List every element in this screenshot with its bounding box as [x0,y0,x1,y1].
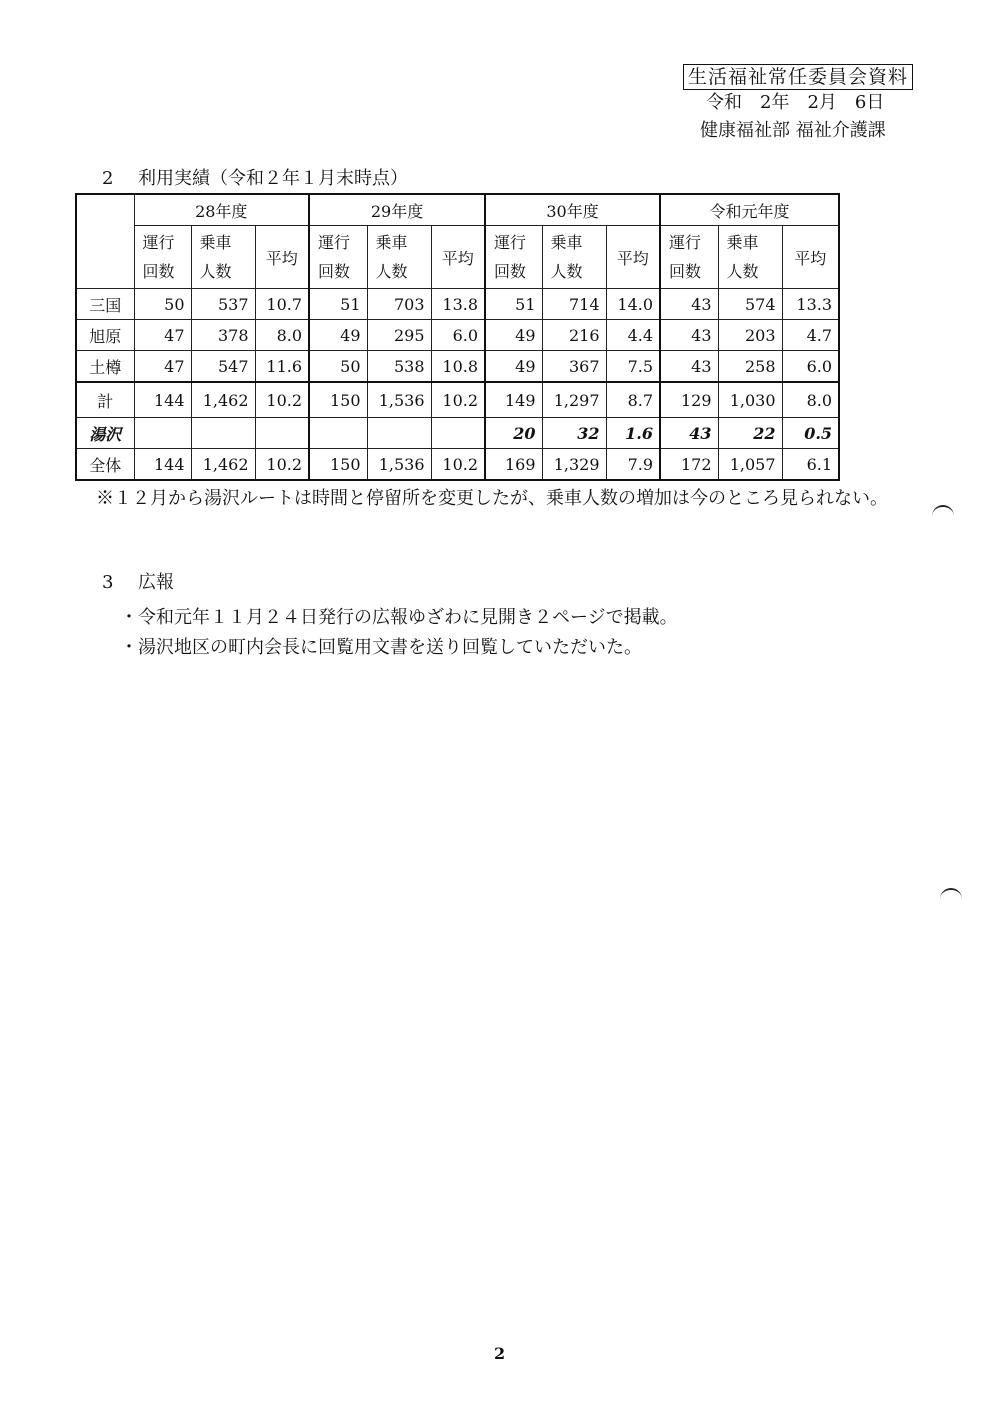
table-cell: 43 [660,351,718,383]
table-cell: 1,329 [542,449,606,481]
table-cell: 49 [485,320,542,351]
riders-header: 乗車 人数 [367,226,431,289]
avg-header: 平均 [782,226,839,289]
row-label: 旭原 [76,320,134,351]
runs-header: 運行 回数 [134,226,191,289]
table-cell: 547 [191,351,255,383]
row-label: 土樽 [76,351,134,383]
table-row [76,382,839,418]
table-cell: 714 [542,289,606,320]
table-cell: 13.3 [782,289,839,320]
year-header: 28年度 [134,194,309,226]
department-label: 健康福祉部 福祉介護課 [700,120,886,141]
table-cell: 144 [134,382,191,418]
note-text: ※１２月から湯沢ルートは時間と停留所を変更したが、乗車人数の増加は今のところ見られない。 [96,488,888,509]
table-cell: 258 [718,351,782,383]
section-3-heading [102,572,174,594]
table-cell: 47 [134,351,191,383]
riders-header: 乗車 人数 [718,226,782,289]
table-cell: 1,297 [542,382,606,418]
table-cell: 8.0 [255,320,309,351]
avg-header: 平均 [431,226,485,289]
table-cell: 203 [718,320,782,351]
table-cell: 51 [485,289,542,320]
riders-header: 乗車 人数 [191,226,255,289]
table-cell: 7.5 [606,351,660,383]
table-row [76,351,839,383]
table-cell: 1,030 [718,382,782,418]
table-cell [255,418,309,449]
year-header: 令和元年度 [660,194,839,226]
row-label: 湯沢 [76,418,134,449]
table-cell: 10.2 [431,449,485,481]
table-cell [367,418,431,449]
table-cell: 50 [134,289,191,320]
table-cell: 47 [134,320,191,351]
year-header-row [76,194,839,226]
table-cell [309,418,367,449]
table-cell [431,418,485,449]
riders-header: 乗車 人数 [542,226,606,289]
table-cell: 32 [542,418,606,449]
table-cell: 10.7 [255,289,309,320]
avg-header: 平均 [606,226,660,289]
table-cell: 1,536 [367,382,431,418]
committee-label: 生活福祉常任委員会資料 [683,64,913,90]
table-cell: 10.2 [255,382,309,418]
table-cell: 574 [718,289,782,320]
table-cell: 538 [367,351,431,383]
table-cell: 144 [134,449,191,481]
table-row [76,289,839,320]
table-cell: 150 [309,382,367,418]
runs-header: 運行 回数 [660,226,718,289]
year-header: 29年度 [309,194,485,226]
table-cell: 0.5 [782,418,839,449]
table-cell: 43 [660,289,718,320]
table-cell: 49 [309,320,367,351]
table-cell: 10.2 [431,382,485,418]
table-row [76,449,839,481]
table-cell: 4.4 [606,320,660,351]
table-cell: 7.9 [606,449,660,481]
punch-hole-mark [940,888,962,904]
document-date: 令和 2年 2月 6日 [706,92,885,113]
table-cell: 169 [485,449,542,481]
table-cell: 13.8 [431,289,485,320]
table-cell: 1,462 [191,382,255,418]
table-cell: 20 [485,418,542,449]
punch-hole-mark [932,505,954,521]
table-row [76,418,839,449]
table-cell: 1,462 [191,449,255,481]
section-3-number: 3 [102,572,114,593]
table-cell: 1,057 [718,449,782,481]
table-cell: 1,536 [367,449,431,481]
table-cell: 43 [660,418,718,449]
avg-header: 平均 [255,226,309,289]
table-cell: 11.6 [255,351,309,383]
page-number: 2 [494,1344,506,1363]
table-cell: 703 [367,289,431,320]
table-cell: 22 [718,418,782,449]
table-cell: 216 [542,320,606,351]
table-cell: 43 [660,320,718,351]
table-row [76,320,839,351]
table-cell: 8.0 [782,382,839,418]
table-cell: 367 [542,351,606,383]
table-cell: 537 [191,289,255,320]
table-cell: 129 [660,382,718,418]
table-cell: 4.7 [782,320,839,351]
section-2-number: 2 [102,168,114,189]
table-cell: 172 [660,449,718,481]
section-3-title: 広報 [138,572,174,593]
row-label: 全体 [76,449,134,481]
table-cell [134,418,191,449]
table-cell: 10.2 [255,449,309,481]
table-cell: 49 [485,351,542,383]
table-cell: 51 [309,289,367,320]
table-cell: 50 [309,351,367,383]
row-label: 三国 [76,289,134,320]
table-cell: 14.0 [606,289,660,320]
runs-header: 運行 回数 [309,226,367,289]
table-cell: 1.6 [606,418,660,449]
section-2-heading [102,168,408,190]
table-cell: 150 [309,449,367,481]
corner-cell [76,194,134,289]
table-cell: 8.7 [606,382,660,418]
usage-table [75,193,840,481]
section-2-title: 利用実績（令和２年１月末時点） [138,168,408,189]
runs-header: 運行 回数 [485,226,542,289]
table-cell: 10.8 [431,351,485,383]
list-item: ・湯沢地区の町内会長に回覧用文書を送り回覧していただいた。 [120,637,642,658]
list-item: ・令和元年１１月２４日発行の広報ゆざわに見開き２ページで掲載。 [120,607,678,628]
table-cell: 295 [367,320,431,351]
table-cell [191,418,255,449]
table-cell: 378 [191,320,255,351]
row-label: 計 [76,382,134,418]
table-cell: 149 [485,382,542,418]
publicity-list [120,603,678,663]
sub-header-row [76,226,839,289]
table-cell: 6.1 [782,449,839,481]
table-cell: 6.0 [431,320,485,351]
year-header: 30年度 [485,194,660,226]
table-cell: 6.0 [782,351,839,383]
